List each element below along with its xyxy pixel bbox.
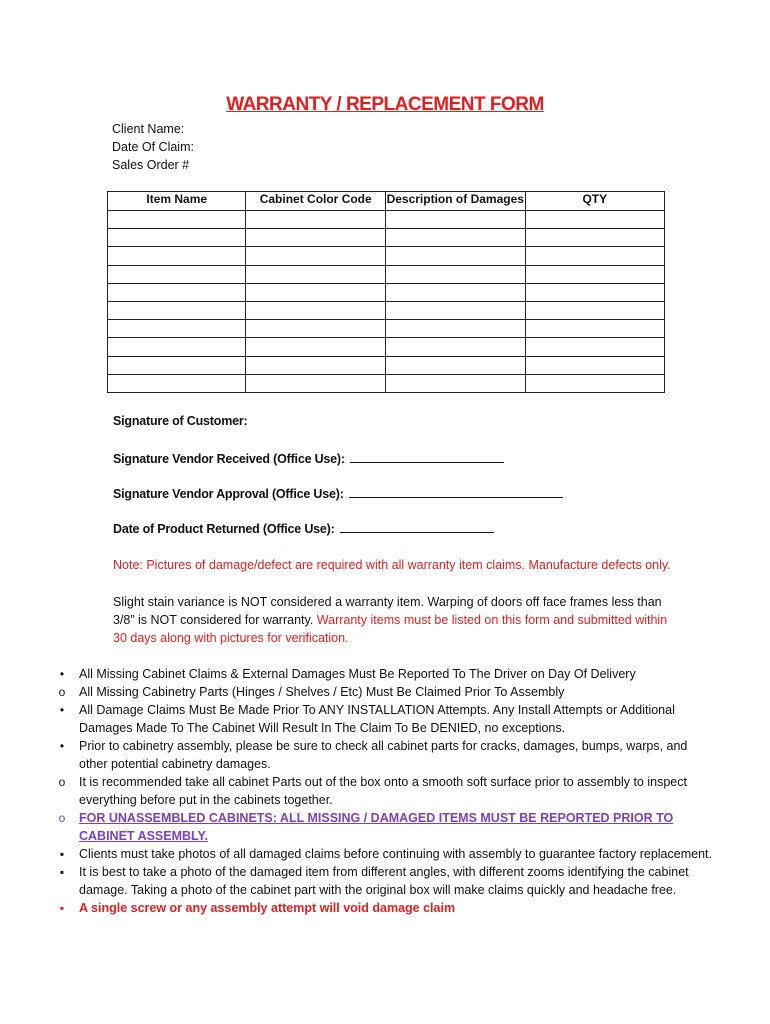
table-row	[108, 283, 665, 301]
signature-vendor-approval-label: Signature Vendor Approval (Office Use):	[113, 487, 344, 501]
sales-order-label: Sales Order #	[112, 158, 190, 172]
table-cell[interactable]	[385, 356, 525, 374]
table-cell[interactable]	[108, 229, 246, 247]
list-item-text: Clients must take photos of all damaged claims before continuing with assembly to guarantee factory replacement.	[79, 847, 712, 861]
list-item	[52, 665, 712, 683]
table-row	[108, 320, 665, 338]
list-item-text: All Missing Cabinet Claims & External Damages Must Be Reported To The Driver on Day Of Delivery	[79, 667, 636, 681]
table-cell[interactable]	[246, 211, 386, 229]
table-cell[interactable]	[108, 247, 246, 265]
table-row	[108, 211, 665, 229]
table-cell[interactable]	[246, 320, 386, 338]
bullet-marker: o	[58, 775, 66, 789]
table-cell[interactable]	[525, 283, 664, 301]
list-item	[52, 845, 712, 863]
table-cell[interactable]	[108, 356, 246, 374]
bullet-marker: •	[59, 739, 65, 753]
date-returned-label: Date of Product Returned (Office Use):	[113, 522, 335, 536]
table-row	[108, 229, 665, 247]
table-header-row	[108, 192, 665, 211]
table-row	[108, 265, 665, 283]
instructions-list	[52, 665, 712, 917]
form-title: WARRANTY / REPLACEMENT FORM	[226, 94, 544, 115]
table-cell[interactable]	[525, 229, 664, 247]
list-item	[52, 863, 712, 899]
table-row	[108, 338, 665, 356]
bullet-marker: ▪	[59, 901, 65, 915]
date-returned-line[interactable]	[340, 520, 494, 533]
header-qty: QTY	[525, 192, 664, 211]
table-cell[interactable]	[385, 229, 525, 247]
table-row	[108, 301, 665, 319]
list-item-text: All Missing Cabinetry Parts (Hinges / Shelves / Etc) Must Be Claimed Prior To Assembly	[79, 685, 565, 699]
table-row	[108, 356, 665, 374]
list-item-text-warning: A single screw or any assembly attempt will void damage claim	[79, 901, 456, 915]
table-cell[interactable]	[385, 265, 525, 283]
signature-vendor-received-label: Signature Vendor Received (Office Use):	[113, 452, 345, 466]
table-cell[interactable]	[385, 283, 525, 301]
date-returned	[113, 520, 494, 536]
table-cell[interactable]	[385, 320, 525, 338]
list-item-text: It is recommended take all cabinet Parts out of the box onto a smooth soft surface prior to assembly to inspect everything before put in the cabinets together.	[79, 775, 687, 807]
header-item-name: Item Name	[108, 192, 246, 211]
table-cell[interactable]	[525, 356, 664, 374]
table-cell[interactable]	[525, 320, 664, 338]
client-info	[112, 120, 194, 174]
signature-customer-label: Signature of Customer:	[113, 414, 248, 428]
table-cell[interactable]	[108, 265, 246, 283]
paragraph-text: Slight stain variance is NOT considered a warranty item. Warping of doors off face frames less than 3/8” is NOT considered for warranty.	[113, 595, 662, 627]
list-item	[52, 683, 712, 701]
table-cell[interactable]	[525, 338, 664, 356]
list-item	[52, 773, 712, 809]
date-of-claim-label: Date Of Claim:	[112, 140, 194, 154]
bullet-marker: o	[58, 811, 66, 825]
paragraph-red-text: Warranty items must be listed on this form and submitted within 30 days along with pictures for verification.	[113, 613, 668, 645]
table-cell[interactable]	[525, 247, 664, 265]
bullet-marker: ▪	[59, 865, 65, 879]
table-cell[interactable]	[246, 301, 386, 319]
bullet-marker: •	[59, 703, 65, 717]
items-table	[107, 191, 665, 393]
table-cell[interactable]	[246, 247, 386, 265]
table-row	[108, 374, 665, 392]
table-cell[interactable]	[246, 265, 386, 283]
table-cell[interactable]	[108, 338, 246, 356]
list-item-text: Prior to cabinetry assembly, please be sure to check all cabinet parts for cracks, damages, bumps, warps, and other potential cabinetry damages.	[79, 739, 688, 771]
table-cell[interactable]	[108, 301, 246, 319]
client-name-label: Client Name:	[112, 122, 185, 136]
bullet-marker: o	[58, 685, 66, 699]
list-item	[52, 809, 712, 845]
table-cell[interactable]	[525, 301, 664, 319]
table-cell[interactable]	[108, 283, 246, 301]
warranty-paragraph	[113, 593, 673, 647]
list-item-text: It is best to take a photo of the damaged item from different angles, with different zooms identifying the cabinet damage. Taking a photo of the cabinet part with the original box will make claims quickly and headache free.	[79, 865, 689, 897]
list-item	[52, 701, 712, 737]
signature-vendor-received	[113, 450, 504, 466]
table-cell[interactable]	[108, 320, 246, 338]
bullet-marker: •	[59, 667, 65, 681]
header-cabinet-color-code: Cabinet Color Code	[246, 192, 386, 211]
table-cell[interactable]	[246, 229, 386, 247]
table-cell[interactable]	[246, 356, 386, 374]
table-cell[interactable]	[246, 338, 386, 356]
table-cell[interactable]	[108, 374, 246, 392]
table-cell[interactable]	[246, 283, 386, 301]
table-cell[interactable]	[385, 338, 525, 356]
signature-vendor-approval-line[interactable]	[349, 485, 563, 498]
table-cell[interactable]	[385, 247, 525, 265]
table-cell[interactable]	[525, 374, 664, 392]
header-description-of-damages: Description of Damages	[385, 192, 525, 211]
list-item	[52, 899, 712, 917]
table-cell[interactable]	[246, 374, 386, 392]
table-row	[108, 247, 665, 265]
table-cell[interactable]	[525, 265, 664, 283]
note-text: Note: Pictures of damage/defect are required with all warranty item claims. Manufacture defects only.	[113, 558, 671, 572]
list-item	[52, 737, 712, 773]
list-item-text: All Damage Claims Must Be Made Prior To ANY INSTALLATION Attempts. Any Install Attempts or Additional Damages Made To The Cabinet Will Result In The Claim To Be DENIED, no exceptions.	[79, 703, 675, 735]
bullet-marker: ▪	[59, 847, 65, 861]
signature-vendor-approval	[113, 485, 563, 501]
table-cell[interactable]	[385, 374, 525, 392]
list-item-text-highlight: FOR UNASSEMBLED CABINETS: ALL MISSING / DAMAGED ITEMS MUST BE REPORTED PRIOR TO CABINET ASSEMBLY.	[79, 811, 674, 843]
table-cell[interactable]	[108, 211, 246, 229]
table-cell[interactable]	[385, 301, 525, 319]
table-cell[interactable]	[525, 211, 664, 229]
table-cell[interactable]	[385, 211, 525, 229]
signature-vendor-received-line[interactable]	[350, 450, 504, 463]
